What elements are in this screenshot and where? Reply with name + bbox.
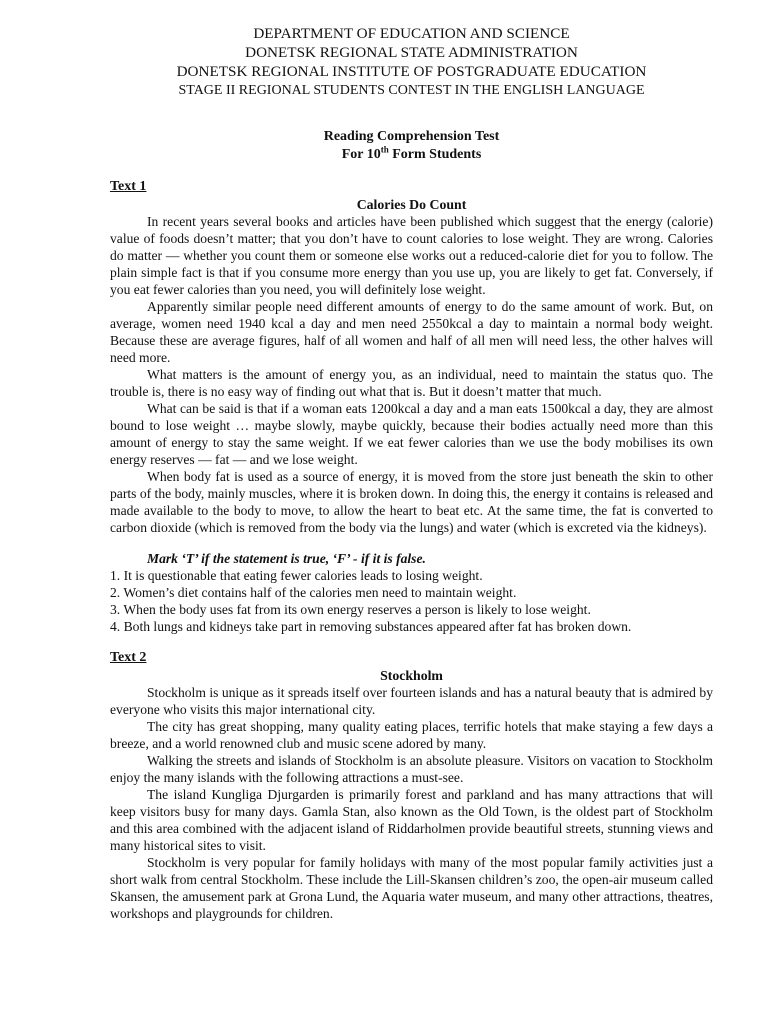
text2-paragraph: Stockholm is unique as it spreads itself over fourteen islands and has a natural beauty that is admired by everyone who visits this major international city. [110, 685, 713, 717]
text2-heading: Stockholm [380, 668, 443, 683]
test-subtitle [110, 146, 713, 164]
statement-item: 2. Women’s diet contains half of the calories men need to maintain weight. [110, 585, 517, 600]
header-department: DEPARTMENT OF EDUCATION AND SCIENCE [253, 25, 570, 42]
text1-paragraph: What matters is the amount of energy you, as an individual, need to maintain the status quo. The trouble is, there is no easy way of finding out what that is. But it doesn’t matter that much. [110, 367, 713, 399]
statement-item: 3. When the body uses fat from its own energy reserves a person is likely to lose weight. [110, 602, 591, 617]
header-contest: STAGE II REGIONAL STUDENTS CONTEST IN THE ENGLISH LANGUAGE [178, 83, 645, 98]
text1-paragraph: When body fat is used as a source of energy, it is moved from the store just beneath the skin to other parts of the body, mainly muscles, where it is broken down. In doing this, the energy it contains is released and made available to the body to move, to allow the heart to beat etc. At the same time, the fat is converted to carbon dioxide (which is removed from the body via the lungs) and water (which is excreted via the kidneys). [110, 469, 713, 535]
text1-heading: Calories Do Count [356, 197, 467, 212]
text2-paragraph: The city has great shopping, many quality eating places, terrific hotels that make staying a few days a breeze, and a world renowned club and music scene adored by many. [110, 719, 713, 751]
text2-label: Text 2 [110, 650, 147, 665]
text1-paragraph: In recent years several books and articles have been published which suggest that the energy (calorie) value of foods doesn’t matter; that you don’t have to count calories to lose weight. They are wrong. Calories do matter — whether you count them or someone else works out a reduced-calorie diet for you to follow. The plain simple fact is that if you consume more energy than you use up, you are likely to get fat. Conversely, if you eat fewer calories than you need, you will definitely lose weight. [110, 214, 713, 297]
text1-paragraph: Apparently similar people need different amounts of energy to do the same amount of work. But, on average, women need 1940 kcal a day and men need 2550kcal a day to maintain a normal body weight. Because these are average figures, half of all women and half of all men will need less, the other halves will need more. [110, 299, 713, 365]
text1-label: Text 1 [110, 179, 147, 194]
header-administration: DONETSK REGIONAL STATE ADMINISTRATION [245, 44, 578, 61]
test-subtitle-prefix: For 10 [341, 147, 381, 162]
text2-paragraph: The island Kungliga Djurgarden is primarily forest and parkland and has many attractions that will keep visitors busy for many days. Gamla Stan, also known as the Old Town, is the oldest part of Stockholm and this area combined with the adjacent island of Riddarholmen provide beautiful streets, stunning views and many historical sites to visit. [110, 787, 713, 853]
test-title: Reading Comprehension Test [323, 129, 500, 144]
text1-paragraph: What can be said is that if a woman eats 1200kcal a day and a man eats 1500kcal a day, they are almost bound to lose weight … maybe slowly, maybe quickly, because their bodies actually need more than this amount of energy to stay the same weight. If we eat fewer calories than we use the body mobilises its own energy reserves — fat — and we lose weight. [110, 401, 713, 467]
text2-paragraph: Walking the streets and islands of Stockholm is an absolute pleasure. Visitors on vacation to Stockholm enjoy the many islands with the following attractions a must-see. [110, 753, 713, 785]
statement-item: 1. It is questionable that eating fewer calories leads to losing weight. [110, 568, 483, 583]
test-subtitle-suffix: Form Students [388, 147, 482, 162]
text1-instruction: Mark ‘T’ if the statement is true, ‘F’ - if it is false. [147, 551, 426, 566]
text2-paragraph: Stockholm is very popular for family holidays with many of the most popular family activities just a short walk from central Stockholm. These include the Lill-Skansen children’s zoo, the open-air museum called Skansen, the amusement park at Grona Lund, the Aquaria water museum, and many other attractions, theatres, workshops and playgrounds for children. [110, 855, 713, 921]
header-institute: DONETSK REGIONAL INSTITUTE OF POSTGRADUATE EDUCATION [176, 63, 647, 80]
statement-item: 4. Both lungs and kidneys take part in removing substances appeared after fat has broken down. [110, 619, 632, 634]
document-page [110, 24, 713, 922]
test-subtitle-sup: th [380, 144, 389, 155]
